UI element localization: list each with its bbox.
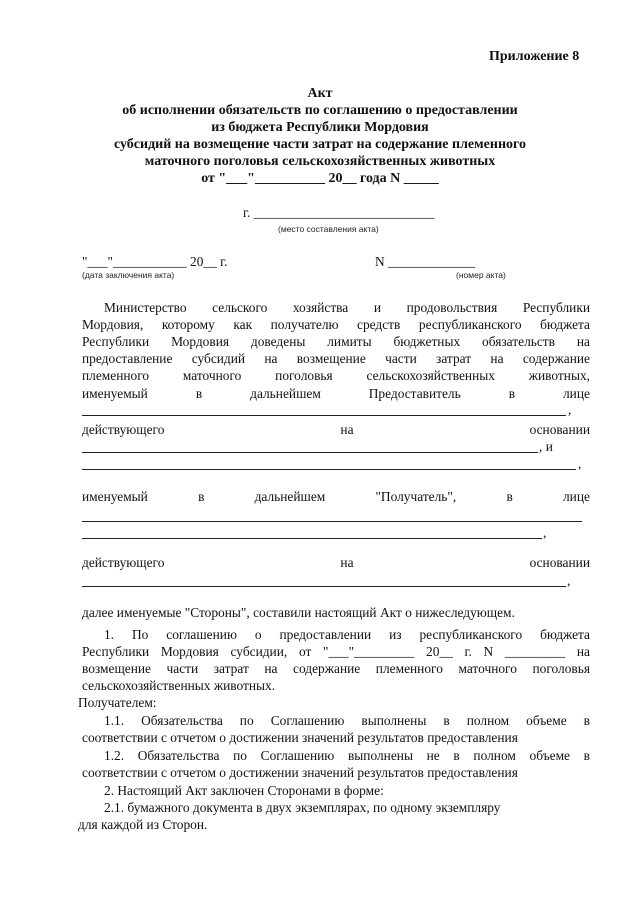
word: лице — [562, 386, 590, 401]
p1-line-1: Министерство сельского хозяйства и продовольствия Республики — [104, 300, 590, 315]
blank-line[interactable] — [82, 538, 542, 539]
item1-2-line-1: 1.2. Обязательства по Соглашению выполнены не в полном объеме в — [104, 748, 590, 763]
p1-line-4: предоставление субсидий на возмещение части затрат на содержание — [82, 351, 590, 366]
comma: , — [543, 525, 547, 540]
blank-line[interactable] — [82, 586, 566, 587]
item1-2-line-2: соответствии с отчетом о достижении значений результатов предоставления — [82, 765, 518, 780]
comma: , — [578, 456, 582, 471]
parties-line: далее именуемые "Стороны", составили настоящий Акт о нижеследующем. — [82, 605, 515, 620]
blank-line[interactable] — [82, 469, 576, 470]
word: основании — [529, 555, 590, 570]
word: именуемый — [82, 489, 148, 504]
comma: , — [568, 402, 572, 417]
item2-1-line-1: 2.1. бумажного документа в двух экземплярах, по одному экземпляру — [104, 800, 501, 815]
appendix-label: Приложение 8 — [489, 49, 580, 64]
word: именуемый — [82, 386, 148, 401]
word: основании — [529, 422, 590, 437]
word: Предоставитель — [368, 386, 461, 401]
word: действующего — [82, 555, 165, 570]
word: на — [340, 422, 354, 437]
title-line-3: из бюджета Республики Мордовия — [211, 120, 429, 135]
word: дальнейшем — [254, 489, 326, 504]
act-number-field: N _____________ — [375, 254, 476, 269]
word: в — [198, 489, 205, 504]
item1-1-line-1: 1.1. Обязательства по Соглашению выполнены в полном объеме в — [104, 713, 590, 728]
comma: , — [567, 573, 571, 588]
item1-line-3: возмещение части затрат на содержание племенного маточного поголовья — [82, 661, 590, 676]
p1-line-3: Республики Мордовия доведены лимиты бюджетных обязательств на — [82, 334, 590, 349]
title-line-2: об исполнении обязательств по соглашению о предоставлении — [122, 103, 518, 118]
date-field: "___"___________ 20__ г. — [82, 254, 228, 269]
item1-line-2: Республики Мордовия субсидии, от "___"_________ 20__ г. N _________ на — [82, 644, 590, 659]
act-number-caption: (номер акта) — [456, 270, 506, 280]
word: в — [195, 386, 203, 401]
item1-line-1: 1. По соглашению о предоставлении из республиканского бюджета — [104, 627, 590, 642]
p1-line-5: племенного маточного поголовья сельскохозяйственных животных, — [82, 368, 590, 383]
item2-line: 2. Настоящий Акт заключен Сторонами в форме: — [104, 783, 384, 798]
title-line-1: Акт — [307, 86, 333, 101]
item2-1-line-2: для каждой из Сторон. — [78, 817, 208, 832]
and-suffix: , и — [539, 439, 553, 454]
item1-1-line-2: соответствии с отчетом о достижении значений результатов предоставления — [82, 730, 518, 745]
provider-named-line — [82, 386, 590, 402]
place-caption: (место составления акта) — [278, 224, 379, 234]
acting-line-2 — [82, 555, 590, 571]
word: "Получатель", — [375, 489, 457, 504]
blank-line[interactable] — [82, 452, 538, 453]
word: на — [340, 555, 354, 570]
title-line-4: субсидий на возмещение части затрат на содержание племенного — [113, 137, 527, 152]
acting-line-1 — [82, 422, 590, 438]
blank-line[interactable] — [82, 521, 582, 522]
title-line-5: маточного поголовья сельскохозяйственных животных — [144, 154, 496, 169]
p1-line-2: Мордовия, которому как получателю средств республиканского бюджета — [82, 317, 590, 332]
recipient-label: Получателем: — [78, 695, 157, 710]
word: дальнейшем — [250, 386, 321, 401]
date-caption: (дата заключения акта) — [82, 270, 175, 280]
word: в — [506, 489, 513, 504]
blank-line[interactable] — [82, 415, 566, 416]
word: в — [508, 386, 516, 401]
word: действующего — [82, 422, 165, 437]
place-field: г. ___________________________ — [243, 205, 435, 220]
recipient-named-line — [82, 489, 590, 505]
item1-line-4: сельскохозяйственных животных. — [82, 678, 276, 693]
word: лице — [562, 489, 590, 504]
title-line-6: от "___"__________ 20__ года N _____ — [201, 171, 439, 186]
